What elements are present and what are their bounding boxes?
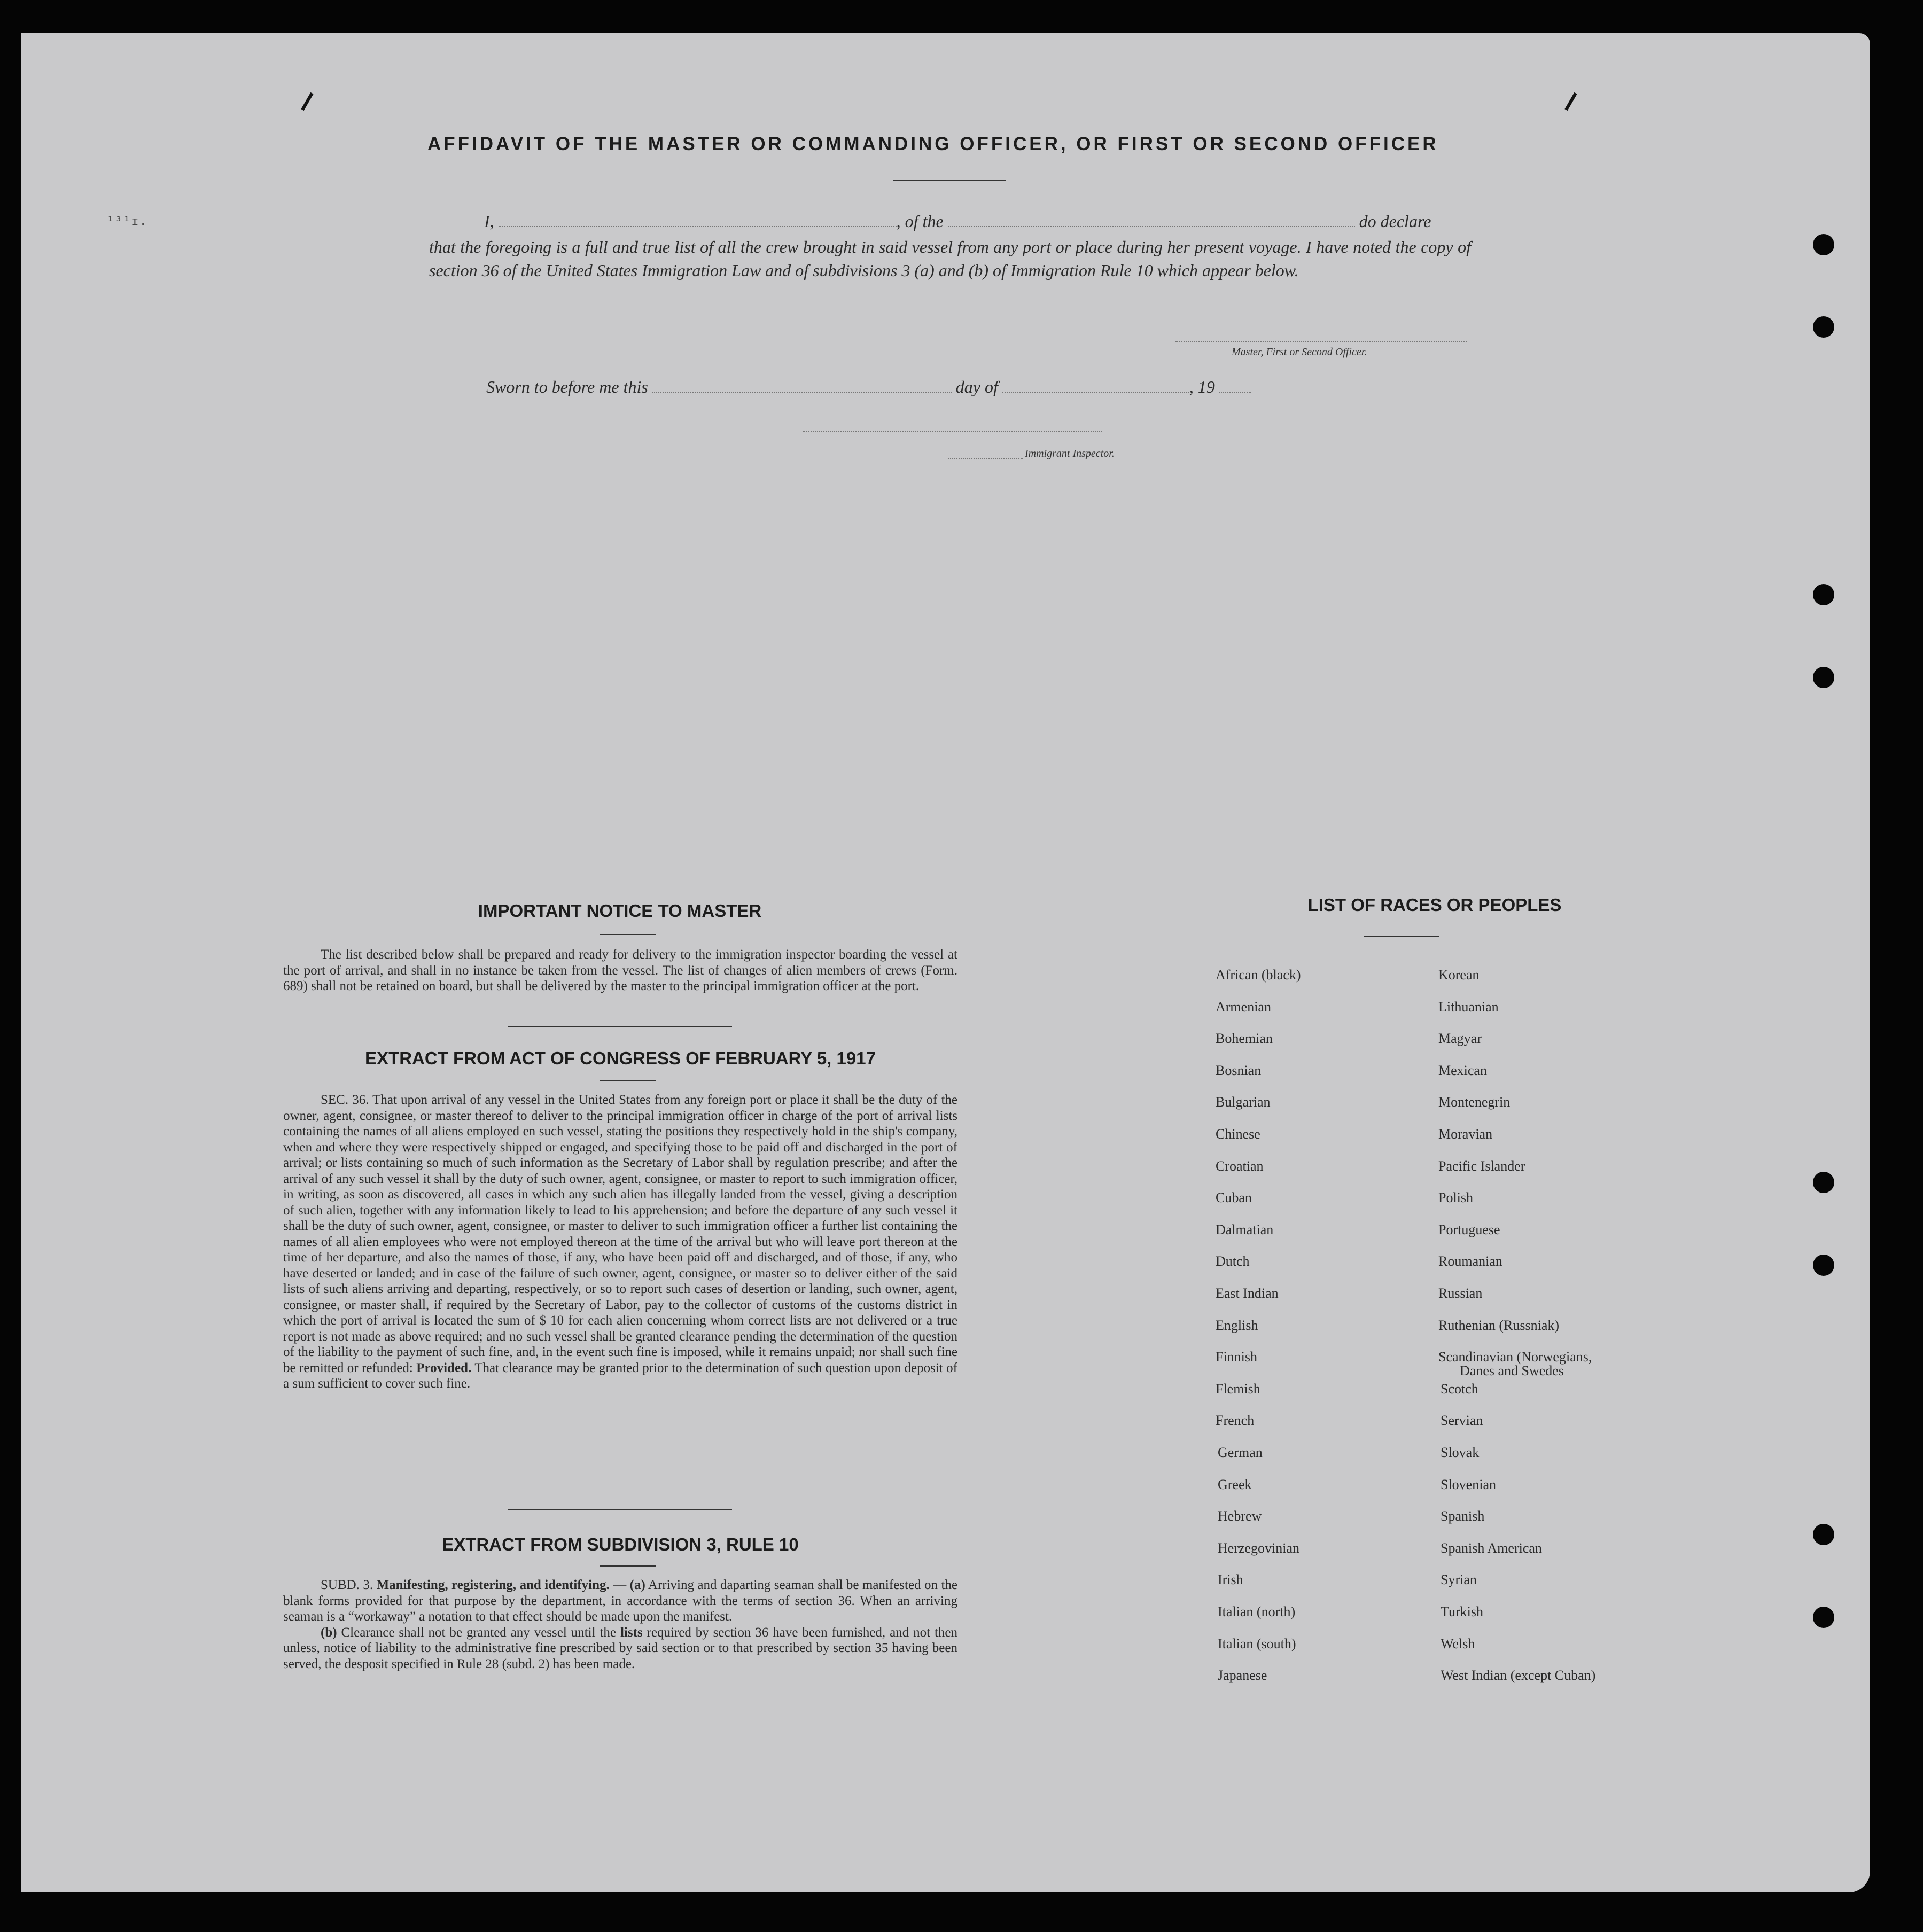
inspector-label: Immigrant Inspector. — [1025, 448, 1115, 459]
inspector-signature-field[interactable] — [803, 431, 1102, 432]
subd-b-lists: lists — [620, 1625, 643, 1640]
notice-title: IMPORTANT NOTICE TO MASTER — [478, 901, 762, 921]
race-item: Mexican — [1438, 1062, 1487, 1078]
year-label: , 19 — [1189, 377, 1215, 396]
declarant-name-field[interactable] — [499, 226, 897, 227]
divider — [600, 934, 656, 935]
race-item: Pacific Islander — [1438, 1158, 1525, 1174]
binder-hole — [1813, 667, 1834, 688]
sworn-label: Sworn to before me this — [486, 377, 648, 396]
subd-b-text-2: required by section 36 have been furnished, and not then unless, notice of liability to the administrative fine prescribed by said section or to that prescribed by section 35 having been served, the desposit specified in Rule 28 (subd. 2) has been made. — [283, 1625, 958, 1671]
master-signature-label: Master, First or Second Officer. — [1232, 346, 1367, 358]
subd-a-label: — (a) — [613, 1578, 645, 1592]
act-body: SEC. 36. That upon arrival of any vessel in the United States from any foreign port or place it shall be the duty of the owner, agent, consignee, or master thereof to deliver to the principal immigration officer in charge of the port of arrival lists containing the names of all aliens employed en such vessel, stating the positions they respectively hold in the ship's company, when and where they were respectively shipped or engaged, and specifying those to be paid off and discharged in the port of arrival; or lists containing so much of such information as the Secretary of Labor shall by regulation prescribe; and after the arrival of any such vessel it shall by the duty of such owner, agent, consignee, or master to report to such immigration officer, in writing, as soon as discovered, all cases in which any such alien has illegally landed from the vessel, giving a description of such alien, together with any information likely to lead to his apprehension; and before the departure of any such vessel it shall be the duty of such owner, agent, consignee, or master to deliver to such immigration officer a further list containing the names of all alien employees who were not employed thereon at the time of the arrival but who will leave port thereon at the time of her departure, and also the names of those, if any, who have been paid off and discharged, and of those, if any, who have deserted or landed; and in case of the failure of such owner, agent, consignee, or master so to deliver either of the said lists of such aliens arriving and departing, respectively, or so to report such cases of desertion or landing, such owner, agent, consignee, or master shall, if required by the Secretary of Labor, pay to the collector of customs of the customs district in which the port of arrival is located the sum of $ 10 for each alien concerning whom correct lists are not delivered or a true report is not made as above required; and no such vessel shall be granted clearance pending the determination of the question of the liability to the payment of such fine, and, in the event such fine is imposed, while it remains unpaid; nor shall such fine be remitted or refunded: — [283, 1093, 957, 1375]
race-item: Servian — [1441, 1413, 1483, 1429]
binder-hole — [1813, 1524, 1834, 1545]
act-text — [283, 1092, 957, 1392]
race-item: Chinese — [1216, 1126, 1260, 1142]
race-item: Magyar — [1438, 1031, 1482, 1047]
race-item: Danes and Swedes — [1460, 1363, 1564, 1379]
race-item: Portuguese — [1438, 1221, 1500, 1237]
race-item: English — [1216, 1317, 1258, 1333]
race-item: Bulgarian — [1216, 1094, 1271, 1110]
race-item: Italian (north) — [1218, 1604, 1296, 1619]
race-item: East Indian — [1216, 1286, 1279, 1301]
divider — [508, 1509, 732, 1510]
race-item: Montenegrin — [1438, 1094, 1511, 1110]
vessel-name-field[interactable] — [948, 226, 1355, 227]
race-item: Ruthenian (Russniak) — [1438, 1317, 1560, 1333]
race-item: Welsh — [1441, 1635, 1475, 1651]
affidavit-body: that the foregoing is a full and true list of all the crew brought in said vessel from any port or place during her present voyage. I have noted the copy of section 36 of the United States Immigration Law and of subdivisions 3 (a) and (b) of Immigration Rule 10 which appear below. — [429, 237, 1471, 280]
subd-a-text: Arriving and daparting seaman shall be manifested on the blank forms provided for that purpose by the department, in accordance with the terms of section 36. When an arriving seaman is a “workaway” a notation to that effect should be made upon the manifest. — [283, 1578, 957, 1624]
race-item: Greek — [1218, 1476, 1252, 1492]
race-item: Herzegovinian — [1218, 1540, 1300, 1556]
race-item: Cuban — [1216, 1190, 1252, 1206]
races-title: LIST OF RACES OR PEOPLES — [1307, 895, 1562, 915]
divider — [893, 180, 1006, 181]
race-item: Spanish — [1441, 1508, 1485, 1524]
affidavit-line-1 — [484, 212, 1470, 231]
race-item: Croatian — [1216, 1158, 1264, 1174]
binder-hole — [1813, 584, 1834, 605]
rule-text — [283, 1577, 957, 1672]
subd-heading: Manifesting, registering, and identifying. — [376, 1578, 610, 1592]
race-item: Slovak — [1441, 1445, 1480, 1460]
race-item: Bohemian — [1216, 1031, 1273, 1047]
race-item: Finnish — [1216, 1349, 1258, 1365]
notice-text — [283, 947, 957, 994]
affidavit-title: AFFIDAVIT OF THE MASTER OR COMMANDING OFFICER, OR FIRST OR SECOND OFFICER — [427, 134, 1439, 154]
race-item: African (black) — [1216, 967, 1301, 983]
race-item: Lithuanian — [1438, 999, 1499, 1015]
race-item: German — [1218, 1445, 1263, 1460]
act-body-end: That clearance may be granted prior to the determination of such question upon deposit of a sum sufficient to cover such fine. — [283, 1360, 957, 1391]
race-item: Moravian — [1438, 1126, 1493, 1142]
race-item: Irish — [1218, 1572, 1243, 1588]
act-title: EXTRACT FROM ACT OF CONGRESS OF FEBRUARY 5, 1917 — [365, 1048, 876, 1068]
sworn-month-field[interactable] — [1002, 392, 1189, 393]
of-the-label: , of the — [896, 212, 944, 231]
race-item: Korean — [1438, 967, 1480, 983]
divider — [1364, 936, 1439, 937]
race-item: Syrian — [1441, 1572, 1477, 1588]
binder-hole — [1813, 1255, 1834, 1276]
subd-b-text-1: Clearance shall not be granted any vessel until the — [341, 1625, 617, 1640]
binder-hole — [1813, 234, 1834, 255]
race-item: Hebrew — [1218, 1508, 1262, 1524]
race-item: Scandinavian (Norwegians, — [1438, 1349, 1592, 1365]
divider — [600, 1080, 656, 1081]
divider — [508, 1026, 732, 1027]
race-item: Turkish — [1441, 1604, 1483, 1619]
master-signature-field[interactable] — [1175, 341, 1467, 342]
race-item: Dalmatian — [1216, 1221, 1274, 1237]
race-item: Roumanian — [1438, 1253, 1502, 1269]
race-item: Polish — [1438, 1190, 1474, 1206]
divider — [600, 1565, 656, 1567]
race-item: Armenian — [1216, 999, 1271, 1015]
race-item: Russian — [1438, 1286, 1483, 1301]
race-item: Japanese — [1218, 1668, 1267, 1684]
inspector-signature-field-extra[interactable] — [948, 458, 1023, 459]
sworn-date-field[interactable] — [652, 392, 952, 393]
day-of-label: day of — [955, 377, 998, 396]
race-item: French — [1216, 1413, 1255, 1429]
race-item: Slovenian — [1441, 1476, 1496, 1492]
declarant-label: I, — [484, 212, 494, 231]
race-item: Spanish American — [1441, 1540, 1542, 1556]
race-item: West Indian (except Cuban) — [1441, 1668, 1596, 1684]
race-item: Bosnian — [1216, 1062, 1262, 1078]
race-item: Scotch — [1441, 1381, 1478, 1397]
subd-label: SUBD. 3. — [321, 1578, 373, 1592]
do-declare-label: do declare — [1359, 212, 1431, 231]
notice-body: The list described below shall be prepared and ready for delivery to the immigration inspector boarding the vessel at the port of arrival, and shall in no instance be taken from the vessel. The list of changes of alien members of crews (Form. 689) shall not be retained on board, but shall be delivered by the master to the principal immigration officer at the port. — [283, 947, 957, 993]
race-item: Flemish — [1216, 1381, 1260, 1397]
rule-title: EXTRACT FROM SUBDIVISION 3, RULE 10 — [442, 1534, 799, 1554]
sworn-line — [486, 377, 1251, 397]
sworn-year-field[interactable] — [1219, 392, 1251, 393]
binder-hole — [1813, 1172, 1834, 1193]
subd-b-label: (b) — [321, 1625, 337, 1640]
race-item: Dutch — [1216, 1253, 1250, 1269]
provided-label: Provided. — [416, 1360, 472, 1375]
race-item: Italian (south) — [1218, 1635, 1296, 1651]
margin-mark: ¹³¹ɪ. — [107, 215, 148, 228]
binder-hole — [1813, 316, 1834, 338]
binder-hole — [1813, 1607, 1834, 1628]
